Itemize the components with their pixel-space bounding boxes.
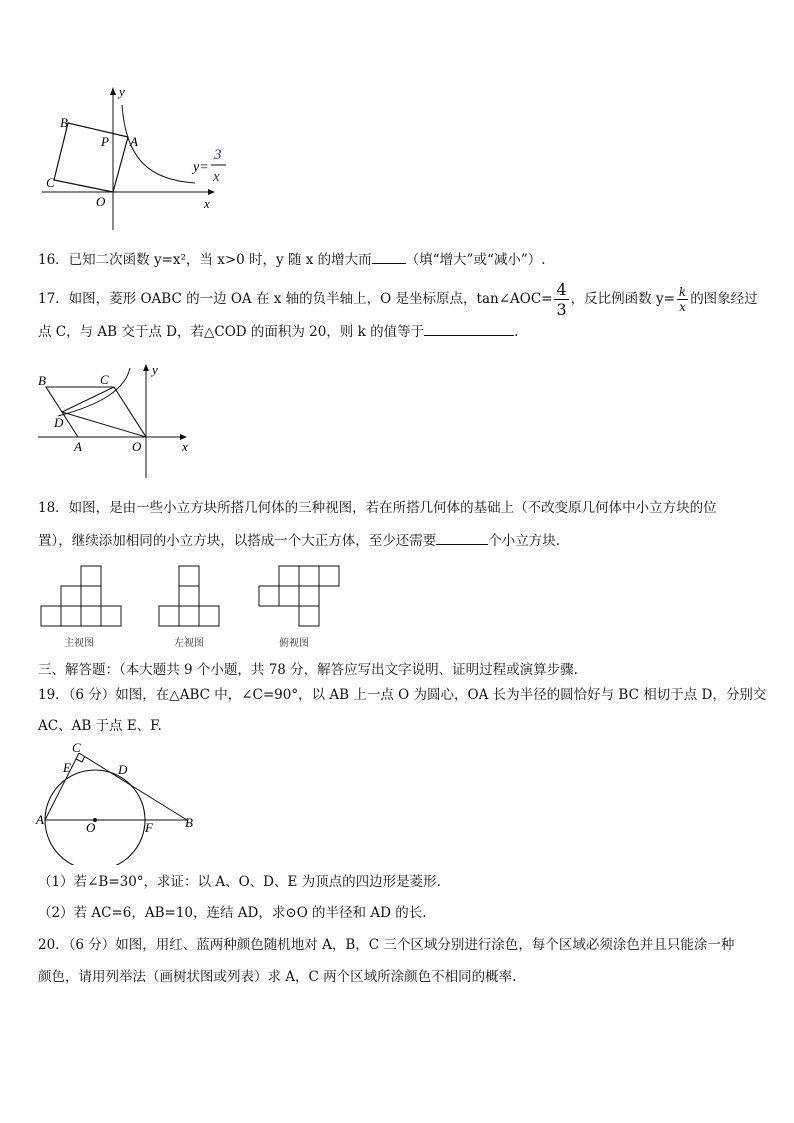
y-axis-arrow [143,364,149,371]
question-19-line2: AC、AB 于点 E、F. [38,718,162,734]
label-x-axis: x [182,439,188,454]
label-p: P [101,134,109,149]
label-y-axis: y [152,362,158,377]
q16-text-after: （填“增大”或“减小”）. [405,252,546,268]
label-o: O [132,439,142,454]
q18-answer-blank[interactable] [436,530,488,545]
figure-q15 [30,80,250,235]
square-oabc [54,123,128,192]
caption-front-view: 主视图 [64,638,94,649]
x-axis-arrow [208,189,215,195]
question-17-line1 [38,280,758,319]
question-16 [38,249,546,270]
label-e: E [63,760,71,775]
label-c: C [72,740,81,755]
segment-od [62,412,146,437]
label-b: B [185,815,193,830]
q17-text-d: 点 C，与 AB 交于点 D，若△COD 的面积为 20，则 k 的值等于 [38,324,425,340]
figure-q19 [32,740,202,865]
label-o: O [86,820,96,835]
segment-ac [45,753,79,820]
segment-cd [62,387,114,412]
caption-top-view: 俯视图 [279,638,309,649]
y-axis-arrow [110,87,116,95]
label-b: B [38,373,46,388]
q18-text-b: 置），继续添加相同的小立方块，以搭成一个大正方体，至少还需要 [38,533,437,549]
q16-text-before: 16．已知二次函数 y=x²，当 x>0 时，y 随 x 的增大而 [38,252,372,268]
label-a: A [130,134,138,149]
question-17-line2 [38,321,518,342]
q17-k-numerator: k [678,285,687,299]
q18-text-c: 个小立方块. [488,533,561,549]
left-view [159,566,219,626]
curve-eq-denominator: x [213,169,220,185]
q17-k-fraction [677,285,688,314]
label-f: F [145,820,153,835]
q17-tan-fraction [554,280,568,319]
q17-text-a: 17．如图，菱形 OABC 的一边 OA 在 x 轴的负半轴上，O 是坐标原点，tan∠AOC= [38,291,553,307]
label-a: A [74,439,82,454]
q17-tan-denominator: 3 [556,300,567,319]
question-18-line1 [38,498,717,518]
top-view [259,566,339,626]
section-3-heading: 三、解答题：（本大题共 9 个小题，共 78 分，解答应写出文字说明、证明过程或演算步骤. [38,662,578,678]
label-y-axis: y [119,84,125,99]
question-19-part-2: （2）若 AC=6，AB=10，连结 AD，求⊙O 的半径和 AD 的长. [38,905,427,921]
label-d: D [54,415,64,430]
question-20-line1: 20．（6 分）如图，用红、蓝两种颜色随机地对 A，B，C 三个区域分别进行涂色，每个区域必须涂色并且只能涂一种 [38,937,735,953]
q17-text-e: . [514,324,519,340]
question-19-line1: 19．（6 分）如图，在△ABC 中，∠C=90°，以 AB 上一点 O 为圆心，OA 长为半径的圆恰好与 BC 相切于点 D，分别交 [38,687,767,703]
curve-eq-numerator: 3 [214,147,222,163]
q17-answer-blank[interactable] [424,321,514,336]
label-c: C [46,175,55,190]
label-d: D [118,762,128,777]
q16-answer-blank[interactable] [372,249,406,264]
curve-eq-prefix: y= [193,160,209,175]
front-view [41,566,121,626]
segment-cb [79,753,187,820]
question-19-part-1: （1）若∠B=30°，求证：以 A、O、D、E 为顶点的四边形是菱形. [38,874,441,890]
label-a: A [36,812,44,827]
label-o: O [96,194,106,209]
q17-text-b: ，反比例函数 y= [570,291,675,307]
q17-tan-numerator: 4 [556,280,567,299]
question-18-line2 [38,530,560,551]
label-b: B [60,115,68,130]
q17-k-denominator: x [679,300,686,314]
caption-left-view: 左视图 [174,638,204,649]
label-c: C [100,372,109,387]
q17-text-c: 的图象经过 [690,291,758,307]
figure-q17 [30,360,210,480]
q18-text-a: 18．如图，是由一些小立方块所搭几何体的三种视图，若在所搭几何体的基础上（不改变原几何体中小立方块的位 [38,500,717,516]
label-x-axis: x [204,196,210,211]
question-20-line2: 颜色，请用列举法（画树状图或列表）求 A，C 两个区域所涂颜色不相同的概率. [38,969,517,985]
